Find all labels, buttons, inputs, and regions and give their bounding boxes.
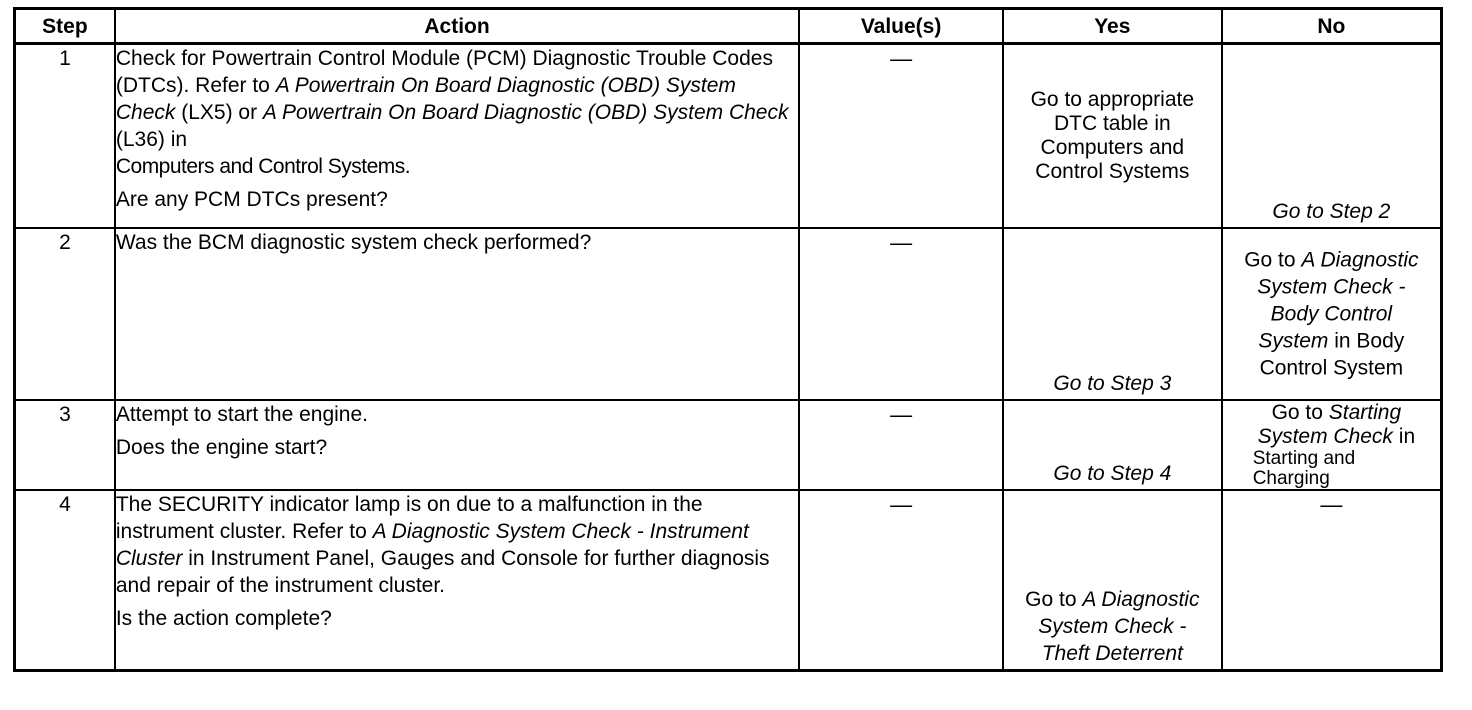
yes-cell (1003, 44, 1222, 229)
value-cell (799, 228, 1003, 400)
no-text-part: Go to (1244, 248, 1302, 272)
action-cell (115, 400, 799, 490)
no-dash: — (1320, 492, 1343, 517)
action-reference: A Powertrain On Board Diagnostic (OBD) System Check (115, 74, 736, 124)
no-text (1223, 401, 1440, 489)
table-row (15, 490, 1442, 671)
step-number: 2 (15, 228, 115, 400)
action-question: Does the engine start? (115, 436, 328, 459)
step-number: 3 (15, 400, 115, 490)
no-text-part: in (1392, 425, 1416, 448)
action-text: Attempt to start the engine. (115, 403, 368, 426)
yes-cell (1003, 228, 1222, 400)
no-cell (1222, 44, 1442, 229)
action-text (116, 491, 798, 599)
diagnostic-table (13, 7, 1443, 672)
header-no: No (1222, 9, 1442, 44)
no-text-part: in Body Control System (1259, 329, 1405, 380)
no-cell (1222, 228, 1442, 400)
value-dash: — (890, 46, 913, 71)
action-question: Is the action complete? (115, 607, 332, 630)
step-number: 4 (15, 490, 115, 671)
action-text-part: Computers and Control Systems. (115, 155, 411, 178)
value-dash: — (890, 492, 913, 517)
action-text-part: The SECURITY indicator lamp is on due to a malfunction in the instrument cluster. Refer to (115, 493, 703, 543)
action-text-part: (LX5) or (175, 101, 263, 124)
value-cell (799, 400, 1003, 490)
action-text-part: in Instrument Panel, Gauges and Console for further diagnosis and repair of the instrument cluster. (115, 547, 770, 597)
action-reference: A Powertrain On Board Diagnostic (OBD) System Check (262, 101, 789, 124)
header-action: Action (115, 9, 799, 44)
yes-text: Go to appropriate DTC table in Computers and Control Systems (1030, 88, 1195, 183)
action-text-part: (L36) in (115, 128, 188, 151)
action-question: Are any PCM DTCs present? (115, 188, 388, 211)
yes-text: Go to Step 3 (1053, 372, 1172, 395)
no-text-part: Go to (1271, 401, 1329, 424)
no-reference: Starting System Check (1257, 401, 1402, 448)
no-cell (1222, 400, 1442, 490)
table-row (15, 400, 1442, 490)
header-values: Value(s) (799, 9, 1003, 44)
action-text (116, 45, 798, 180)
yes-cell (1003, 490, 1222, 671)
value-cell (799, 44, 1003, 229)
yes-reference: A Diagnostic System Check - Theft Deterrent (1038, 588, 1200, 665)
yes-text-part: Go to (1025, 588, 1083, 611)
table-row (15, 44, 1442, 229)
action-cell (115, 228, 799, 400)
no-text (1223, 247, 1440, 382)
no-cell (1222, 490, 1442, 671)
action-cell (115, 490, 799, 671)
step-number: 1 (15, 44, 115, 229)
no-text-part: Starting and Charging (1252, 448, 1356, 489)
no-reference: A Diagnostic System Check - Body Control System (1257, 248, 1419, 353)
value-dash: — (890, 402, 913, 427)
yes-text: Go to Step 4 (1053, 462, 1172, 485)
value-cell (799, 490, 1003, 671)
yes-cell (1003, 400, 1222, 490)
action-text-part: Check for Powertrain Control Module (PCM) Diagnostic Trouble Codes (DTCs). Refer to (115, 47, 773, 97)
header-step: Step (15, 9, 115, 44)
action-cell (115, 44, 799, 229)
action-question: Was the BCM diagnostic system check performed? (115, 231, 592, 254)
value-dash: — (890, 230, 913, 255)
header-yes: Yes (1003, 9, 1222, 44)
action-reference: A Diagnostic System Check - Instrument Cluster (115, 520, 749, 570)
no-text: Go to Step 2 (1272, 200, 1391, 223)
header-row (15, 9, 1442, 44)
yes-text (1004, 586, 1221, 667)
table-row (15, 228, 1442, 400)
